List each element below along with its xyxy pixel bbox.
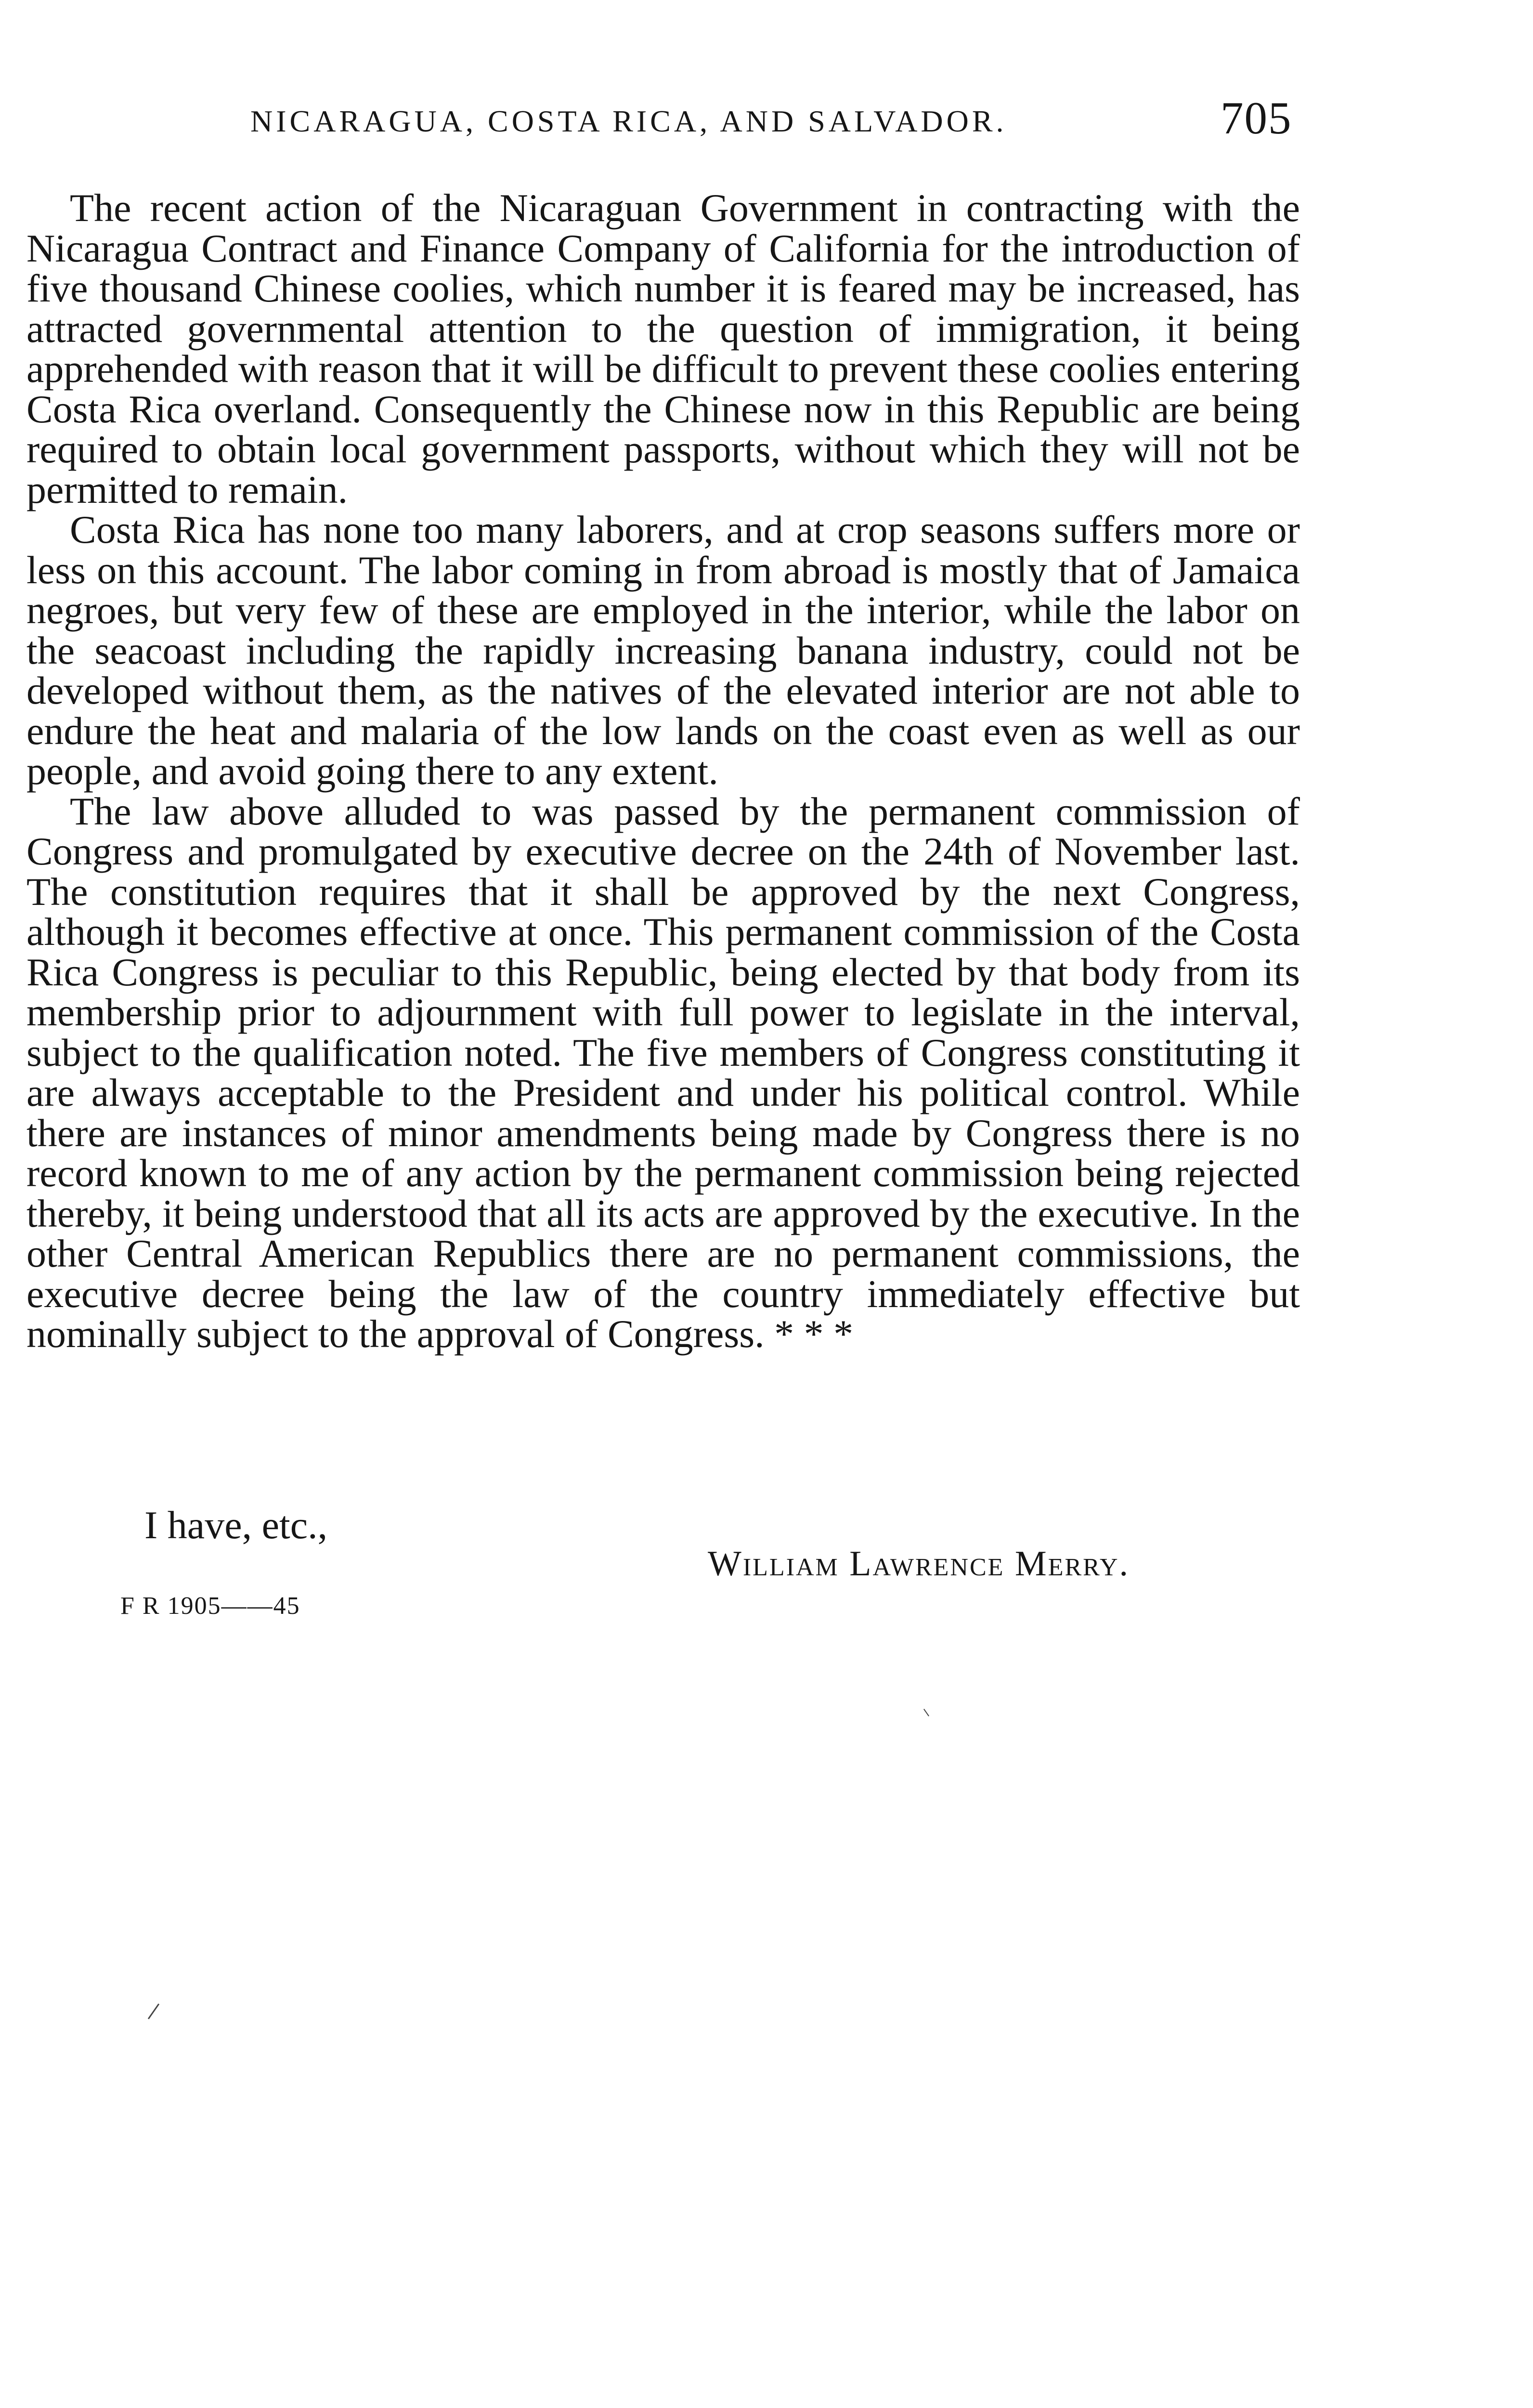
paragraph-permanent-commission: The law above alluded to was passed by the permanent commission of Congress and promulgated by executive decree on the 24th of November last. The constitution requires that it shall be approved by the next Congress, although it becomes effective at once. This permanent commission of the Costa Rica Congress is peculiar to this Republic, being elected by that body from its membership prior to adjournment with full power to legislate in the interval, subject to the qualification noted. The five members of Congress constituting it are always acceptable to the President and under his political control. While there are instances of minor amendments being made by Congress there is no record known to me of any action by the permanent commission being rejected thereby, it being understood that all its acts are approved by the executive. In the other Central American Republics there are no permanent commissions, the executive decree being the law of the country immediately effective but nominally subject to the approval of Congress. * * * xyxy=(26,789,1300,1356)
body-text xyxy=(26,188,1300,1354)
closing-line: I have, etc., xyxy=(144,1503,328,1547)
stray-pen-mark xyxy=(148,2003,159,2019)
page-number: 705 xyxy=(1221,92,1292,144)
signature: William Lawrence Merry. xyxy=(708,1544,1130,1584)
printer-signature-mark: F R 1905——45 xyxy=(120,1592,300,1620)
stray-pen-mark xyxy=(923,1709,929,1716)
paragraph-chinese-immigration: The recent action of the Nicaraguan Government in contracting with the Nicaragua Contract and Finance Company of California for the introduction of five thousand Chinese coolies, which number it is feared may be increased, has attracted governmental attention to the question of immigration, it being apprehended with reason that it will be difficult to prevent these coolies entering Costa Rica overland. Consequently the Chinese now in this Republic are being required to obtain local government passports, without which they will not be permitted to remain. xyxy=(26,186,1300,511)
running-head: NICARAGUA, COSTA RICA, AND SALVADOR. xyxy=(250,104,1007,138)
paragraph-laborers: Costa Rica has none too many laborers, and at crop seasons suffers more or less on this account. The labor coming in from abroad is mostly that of Jamaica negroes, but very few of these are employed in the interior, while the labor on the seacoast including the rapidly increasing banana industry, could not be developed without them, as the natives of the elevated interior are not able to endure the heat and malaria of the low lands on the coast even as well as our people, and avoid going there to any extent. xyxy=(26,508,1300,793)
